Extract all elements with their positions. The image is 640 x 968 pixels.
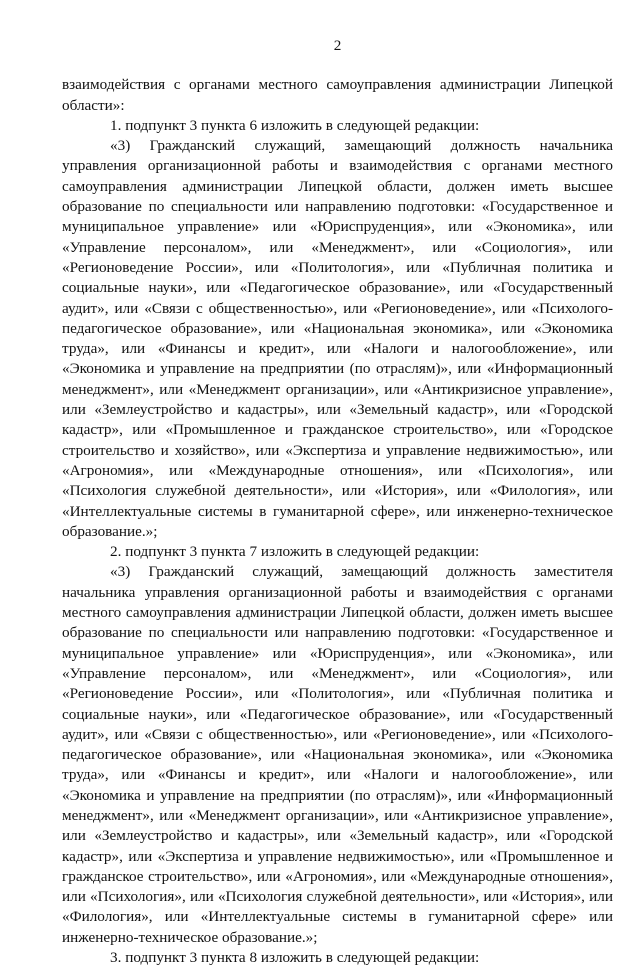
paragraph-continuation: взаимодействия с органами местного самоуправления администрации Липецкой области»: xyxy=(62,76,613,114)
page-number: 2 xyxy=(333,37,342,54)
paragraph-item-2-heading: 2. подпункт 3 пункта 7 изложить в следующей редакции: xyxy=(110,543,480,561)
paragraph-item-2-text: «3) Гражданский служащий, замещающий должность заместителя начальника управления организационной работы и взаимодействия с органами местного самоуправления администрации Липецкой области, должен иметь высшее образование по специальности или направлению подготовки: «Государственное и муниципальное управление» или «Юриспруденция», или «Экономика», или «Управление персоналом», или «Менеджмент», или «Социология», или «Регионоведение России», или «Политология», или «Публичная политика и социальные науки», или «Педагогическое образование», или «Государственный аудит», или «Связи с общественностью», или «Регионоведение», или «Психолого-педагогическое образование», или «Национальная экономика», или «Экономика труда», или «Финансы и кредит», или «Налоги и налогообложение», или «Экономика и управление на предприятии (по отраслям)», или «Информационный менеджмент», или «Менеджмент организации», или «Антикризисное управление», или «Землеустройство и кадастры», или «Земельный кадастр», или «Городской кадастр», или «Экспертиза и управление недвижимостью», или «Промышленное и гражданское строительство», или «Агрономия», или «Международные отношения», или «Психология», или «Психология служебной деятельности», или «История», или «Филология», или «Интеллектуальные системы в гуманитарной сфере» или инженерно-техническое образование.»; xyxy=(62,563,613,946)
paragraph-item-1-text: «3) Гражданский служащий, замещающий должность начальника управления организационной работы и взаимодействия с органами местного самоуправления администрации Липецкой области, должен иметь высшее образование по специальности или направлению подготовки: «Государственное и муниципальное управление» или «Юриспруденция», или «Экономика», или «Управление персоналом», или «Менеджмент», или «Социология», или «Регионоведение России», или «Политология», или «Публичная политика и социальные науки», или «Педагогическое образование», или «Государственный аудит», или «Связи с общественностью», или «Регионоведение», или «Психолого-педагогическое образование», или «Национальная экономика», или «Экономика труда», или «Финансы и кредит», или «Налоги и налогообложение», или «Экономика и управление на предприятии (по отраслям)», или «Информационный менеджмент», или «Менеджмент организации», или «Антикризисное управление», или «Землеустройство и кадастры», или «Земельный кадастр», или «Городской кадастр», или «Промышленное и гражданское строительство», или «Городское строительство и хозяйство», или «Экспертиза и управление недвижимостью», или «Агрономия», или «Международные отношения», или «Психология», или «Психология служебной деятельности», или «История», или «Филология», или «Интеллектуальные системы в гуманитарной сфере», или инженерно-техническое образование.»; xyxy=(62,137,613,540)
paragraph-item-1-heading: 1. подпункт 3 пункта 6 изложить в следующей редакции: xyxy=(110,116,480,134)
paragraph-item-3-heading: 3. подпункт 3 пункта 8 изложить в следующей редакции: xyxy=(110,949,480,967)
